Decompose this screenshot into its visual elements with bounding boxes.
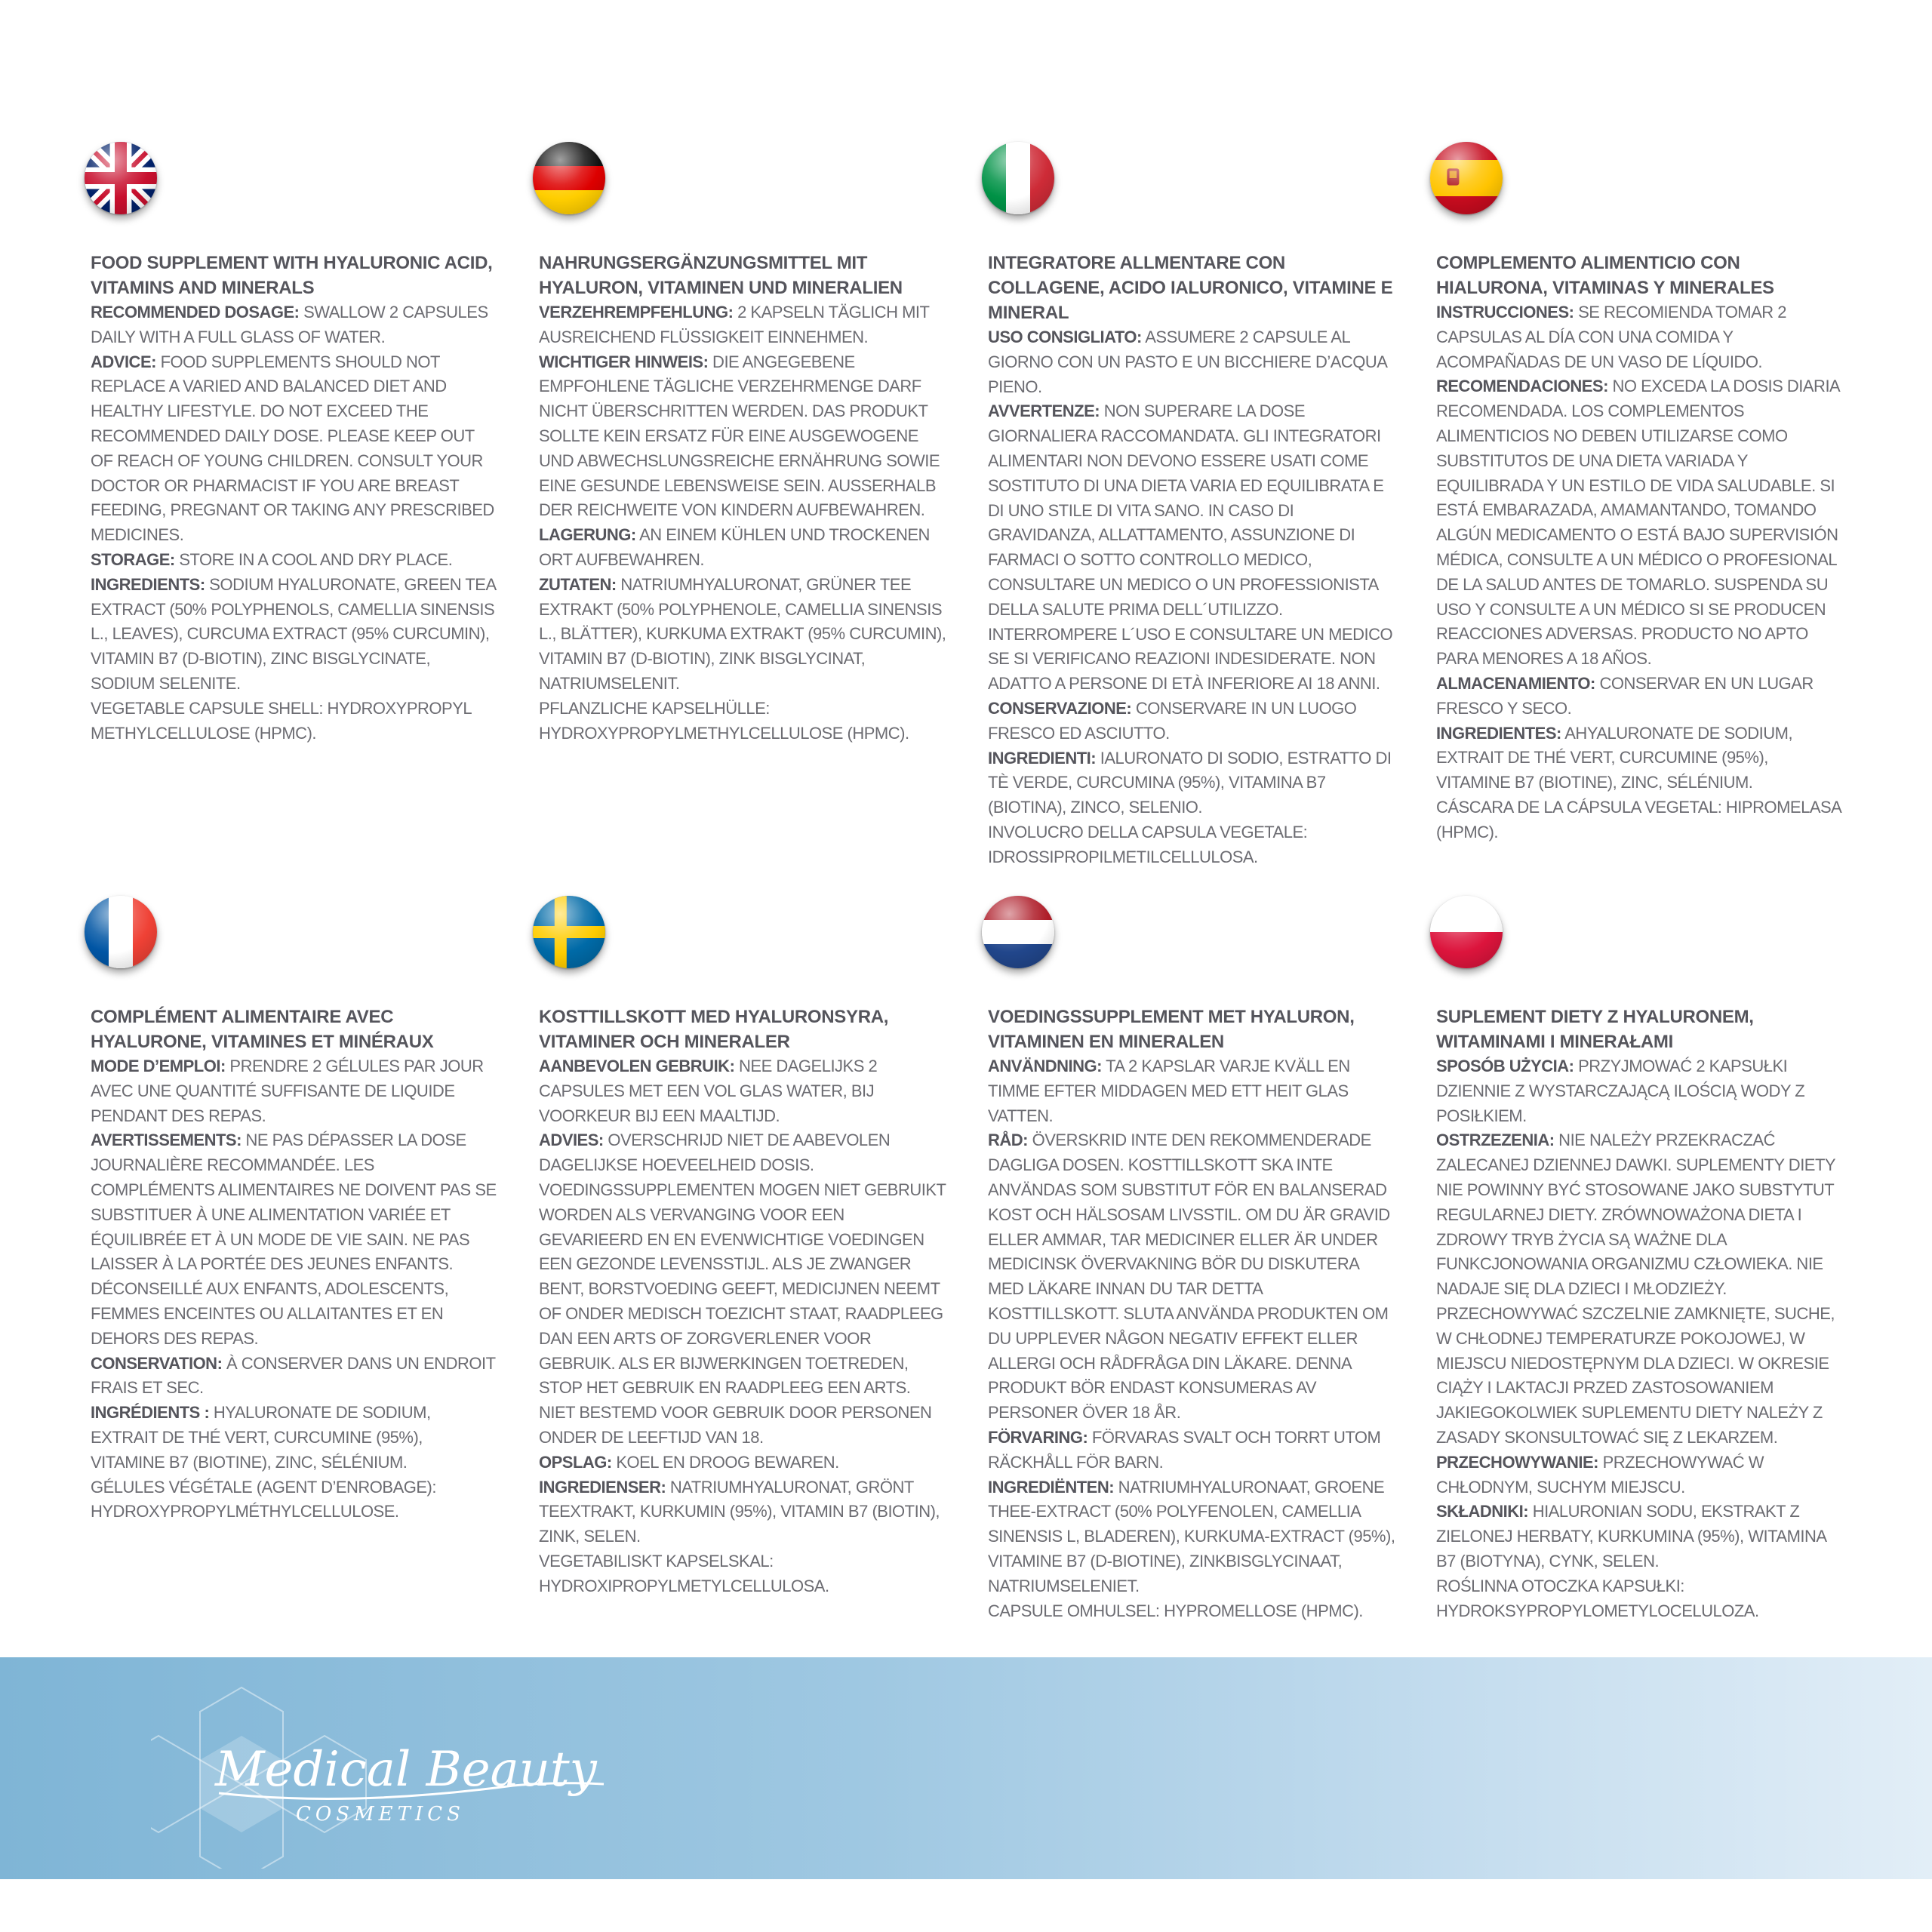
section-swedish [539, 896, 946, 1599]
ingredients-text: INGREDIENTES: AHYALURONATE DE SODIUM, EXTRAIT DE THÉ VERT, CURCUMINE (95%), VITAMINE B7 (BIOTINE), ZINC, SÉLÉNIUM. [1436, 723, 1793, 792]
storage-text: ALMACENAMIENTO: CONSERVAR EN UN LUGAR FRESCO Y SECO. [1436, 673, 1814, 718]
capsule-text: INVOLUCRO DELLA CAPSULA VEGETALE: IDROSSIPROPILMETILCELLULOSA. [988, 822, 1308, 866]
section-dutch [988, 896, 1395, 1623]
storage-text: STORAGE: STORE IN A COOL AND DRY PLACE. [91, 549, 453, 569]
capsule-text: VEGETABLE CAPSULE SHELL: HYDROXYPROPYL METHYLCELLULOSE (HPMC). [91, 698, 472, 743]
italy-flag-icon [982, 142, 1054, 214]
brand-sub: COSMETICS [296, 1803, 465, 1826]
capsule-text: PFLANZLICHE KAPSELHÜLLE: HYDROXYPROPYLMETHYLCELLULOSE (HPMC). [539, 698, 909, 743]
dosage-text: ANVÄNDNING: TA 2 KAPSLAR VARJE KVÄLL EN TIMME EFTER MIDDAGEN MED ETT HEIT GLAS VATTEN. [988, 1057, 1350, 1125]
section-title: COMPLEMENTO ALIMENTICIO CON HIALURONA, VITAMINAS Y MINERALES [1436, 253, 1774, 298]
section-english [91, 142, 498, 746]
section-spanish [1436, 142, 1844, 845]
dosage-text: INSTRUCCIONES: SE RECOMIENDA TOMAR 2 CAPSULAS AL DÍA CON UNA COMIDA Y ACOMPAÑADAS DE UN VASO DE LÍQUIDO. [1436, 303, 1787, 371]
medical-beauty-logo [151, 1672, 619, 1869]
capsule-text: GÉLULES VÉGÉTALE (AGENT D’ENROBAGE): HYDROXYPROPYLMÉTHYLCELLULOSE. [91, 1477, 436, 1521]
section-italian [988, 142, 1395, 870]
section-title: INTEGRATORE ALLMENTARE CON COLLAGENE, ACIDO IALURONICO, VITAMINE E MINERAL [988, 253, 1393, 323]
section-title: SUPLEMENT DIETY Z HYALURONEM, WITAMINAMI I MINERAŁAMI [1436, 1007, 1754, 1052]
storage-text: CONSERVATION: À CONSERVER DANS UN ENDROIT FRAIS ET SEC. [91, 1353, 496, 1398]
ingredients-text: INGREDIENTI: IALURONATO DI SODIO, ESTRATTO DI TÈ VERDE, CURCUMINA (95%), VITAMINA B7 (BIOTINA), ZINCO, SELENIO. [988, 748, 1392, 817]
dosage-text: RECOMMENDED DOSAGE: SWALLOW 2 CAPSULES DAILY WITH A FULL GLASS OF WATER. [91, 303, 488, 346]
section-polish [1436, 896, 1844, 1623]
section-title: NAHRUNGSERGÄNZUNGSMITTEL MIT HYALURON, VITAMINEN UND MINERALIEN [539, 253, 903, 298]
ingredients-text: INGREDIENSER: NATRIUMHYALURONAT, GRÖNT TEEXTRAKT, KURKUMIN (95%), VITAMIN B7 (BIOTIN), ZINK, SELEN. [539, 1477, 940, 1546]
storage-text: CONSERVAZIONE: CONSERVARE IN UN LUOGO FRESCO ED ASCIUTTO. [988, 698, 1357, 743]
capsule-text: CÁSCARA DE LA CÁPSULA VEGETAL: HIPROMELASA (HPMC). [1436, 797, 1841, 841]
ingredients-text: INGREDIËNTEN: NATRIUMHYALURONAAT, GROENE THEE-EXTRACT (50% POLYFENOLEN, CAMELLIA SINENSIS L, BLADEREN), KURKUMA-EXTRACT (95%), VITAMINE B7 (D-BIOTINE), ZINKBISGLYCINAAT, NATRIUMSELENIET. [988, 1477, 1395, 1595]
storage-text: OPSLAG: KOEL EN DROOG BEWAREN. [539, 1452, 839, 1472]
poland-flag-icon [1430, 896, 1503, 968]
capsule-text: VEGETABILISKT KAPSELSKAL: HYDROXIPROPYLMETYLCELLULOSA. [539, 1551, 829, 1595]
advice-text: AVVERTENZE: NON SUPERARE LA DOSE GIORNALIERA RACCOMANDATA. GLI INTEGRATORI ALIMENTARI NON DEVONO ESSERE USATI COME SOSTITUTO DI UNA DIETA VARIA ED EQUILIBRATA E DI UNO STILE DI VITA SANO. IN CASO DI GRAVIDANZA, ALLATTAMENTO, ASSUNZIONE DI FARMACI O SOTTO CONTROLLO MEDICO, CONSULTARE UN MEDICO O UN PROFESSIONISTA DELLA SALUTE PRIMA DELL´UTILIZZO. INTERROMPERE L´USO E CONSULTARE UN MEDICO SE SI VERIFICANO REAZIONI INDESIDERATE. NON ADATTO A PERSONE DI ETÀ INFERIORE AI 18 ANNI. [988, 401, 1393, 694]
dosage-text: AANBEVOLEN GEBRUIK: NEE DAGELIJKS 2 CAPSULES MET EEN VOL GLAS WATER, BIJ VOORKEUR BIJ EEN MAALTIJD. [539, 1057, 878, 1125]
advice-text: AVERTISSEMENTS: NE PAS DÉPASSER LA DOSE JOURNALIÈRE RECOMMANDÉE. LES COMPLÉMENTS ALIMENTAIRES NE DOIVENT PAS SE SUBSTITUER À UNE ALIMENTATION VARIÉE ET ÉQUILIBRÉE ET À UN MODE DE VIE SAIN. NE PAS LAISSER À LA PORTÉE DES JEUNES ENFANTS. DÉCONSEILLÉ AUX ENFANTS, ADOLESCENTS, FEMMES ENCEINTES OU ALLAITANTES ET EN DEHORS DES REPAS. [91, 1131, 497, 1348]
ingredients-text: INGREDIENTS: SODIUM HYALURONATE, GREEN TEA EXTRACT (50% POLYPHENOLS, CAMELLIA SINENSIS L., LEAVES), CURCUMA EXTRACT (95% CURCUMIN), VITAMIN B7 (D-BIOTIN), ZINC BISGLYCINATE, SODIUM SELENITE. [91, 574, 496, 693]
germany-flag-icon [533, 142, 605, 214]
advice-text: ADVICE: FOOD SUPPLEMENTS SHOULD NOT REPLACE A VARIED AND BALANCED DIET AND HEALTHY LIFESTYLE. DO NOT EXCEED THE RECOMMENDED DAILY DOSE. PLEASE KEEP OUT OF REACH OF YOUNG CHILDREN. CONSULT YOUR DOCTOR OR PHARMACIST IF YOU ARE BREAST FEEDING, PREGNANT OR TAKING ANY PRESCRIBED MEDICINES. [91, 352, 494, 545]
dosage-text: MODE D’EMPLOI: PRENDRE 2 GÉLULES PAR JOUR AVEC UNE QUANTITÉ SUFFISANTE DE LIQUIDE PENDANT DES REPAS. [91, 1057, 484, 1125]
storage-text: FÖRVARING: FÖRVARAS SVALT OCH TORRT UTOM RÄCKHÅLL FÖR BARN. [988, 1427, 1381, 1472]
brand-script: Medical Beauty [215, 1742, 597, 1798]
section-title: FOOD SUPPLEMENT WITH HYALURONIC ACID, VITAMINS AND MINERALS [91, 253, 493, 298]
capsule-text: CAPSULE OMHULSEL: HYPROMELLOSE (HPMC). [988, 1601, 1363, 1620]
section-title: COMPLÉMENT ALIMENTAIRE AVEC HYALURONE, VITAMINES ET MINÉRAUX [91, 1007, 434, 1052]
section-title: KOSTTILLSKOTT MED HYALURONSYRA, VITAMINER OCH MINERALER [539, 1007, 889, 1052]
dosage-text: VERZEHREMPFEHLUNG: 2 KAPSELN TÄGLICH MIT AUSREICHEND FLÜSSIGKEIT EINNEHMEN. [539, 303, 930, 346]
france-flag-icon [85, 896, 157, 968]
uk-flag-icon [85, 142, 157, 214]
advice-text: WICHTIGER HINWEIS: DIE ANGEGEBENE EMPFOHLENE TÄGLICHE VERZEHRMENGE DARF NICHT ÜBERSCHRITTEN WERDEN. DAS PRODUKT SOLLTE KEIN ERSATZ FÜR EINE AUSGEWOGENE UND ABWECHSLUNGSREICHE ERNÄHRUNG SOWIE EINE GESUNDE LEBENSWEISE SEIN. AUSSERHALB DER REICHWEITE VON KINDERN AUFBEWAHREN. [539, 352, 940, 520]
spain-flag-icon [1430, 142, 1503, 214]
dosage-text: USO CONSIGLIATO: ASSUMERE 2 CAPSULE AL GIORNO CON UN PASTO E UN BICCHIERE D’ACQUA PIENO. [988, 328, 1387, 396]
section-german [539, 142, 946, 746]
ingredients-text: ZUTATEN: NATRIUMHYALURONAT, GRÜNER TEE EXTRAKT (50% POLYPHENOLE, CAMELLIA SINENSIS L., BLÄTTER), KURKUMA EXTRAKT (95% CURCUMIN), VITAMIN B7 (D-BIOTIN), ZINK BISGLYCINAT, NATRIUMSELENIT. [539, 574, 946, 693]
capsule-text: ROŚLINNA OTOCZKA KAPSUŁKI: HYDROKSYPROPYLOMETYLOCELULOZA. [1436, 1576, 1759, 1620]
storage-text: LAGERUNG: AN EINEM KÜHLEN UND TROCKENEN ORT AUFBEWAHREN. [539, 525, 930, 569]
sweden-flag-icon [533, 896, 605, 968]
ingredients-text: SKŁADNIKI: HIALURONIAN SODU, EKSTRAKT Z ZIELONEJ HERBATY, KURKUMINA (95%), WITAMINA B7 (BIOTYNA), CYNK, SELEN. [1436, 1502, 1826, 1571]
netherlands-flag-icon [982, 896, 1054, 968]
section-title: VOEDINGSSUPPLEMENT MET HYALURON, VITAMINEN EN MINERALEN [988, 1007, 1355, 1052]
ingredients-text: INGRÉDIENTS : HYALURONATE DE SODIUM, EXTRAIT DE THÉ VERT, CURCUMINE (95%), VITAMINE B7 (BIOTINE), ZINC, SÉLÉNIUM. [91, 1403, 431, 1472]
advice-text: ADVIES: OVERSCHRIJD NIET DE AABEVOLEN DAGELIJKSE HOEVEELHEID DOSIS. VOEDINGSSUPPLEMENTEN MOGEN NIET GEBRUIKT WORDEN ALS VERVANGING VOOR EEN GEVARIEERD EN EN EVENWICHTIGE VOEDINGEN EEN GEZONDE LEVENSSTIJL. ALS JE ZWANGER BENT, BORSTVOEDING GEEFT, MEDICIJNEN NEEMT OF ONDER MEDISCH TOEZICHT STAAT, RAADPLEEG DAN EEN ARTS OF ZORGVERLENER VOOR GEBRUIK. ALS ER BIJWERKINGEN TOETREDEN, STOP HET GEBRUIK EN RAADPLEEG EEN ARTS. NIET BESTEMD VOOR GEBRUIK DOOR PERSONEN ONDER DE LEEFTIJD VAN 18. [539, 1131, 946, 1447]
dosage-text: SPOSÓB UŻYCIA: PRZYJMOWAĆ 2 KAPSUŁKI DZIENNIE Z WYSTARCZAJĄCĄ ILOŚCIĄ WODY Z POSIŁKIEM. [1436, 1057, 1805, 1125]
section-french [91, 896, 498, 1524]
storage-text: PRZECHOWYWANIE: PRZECHOWYWAĆ W CHŁODNYM, SUCHYM MIEJSCU. [1436, 1452, 1764, 1497]
advice-text: RÅD: ÖVERSKRID INTE DEN REKOMMENDERADE DAGLIGA DOSEN. KOSTTILLSKOTT SKA INTE ANVÄNDAS SOM SUBSTITUT FÖR EN BALANSERAD KOST OCH HÄLSOSAM LIVSSTIL. OM DU ÄR GRAVID ELLER AMMAR, TAR MEDICINER ELLER ÄR UNDER MEDICINSK ÖVERVAKNING BÖR DU DISKUTERA MED LÄKARE INNAN DU TAR DETTA KOSTTILLSKOTT. SLUTA ANVÄNDA PRODUKTEN OM DU UPPLEVER NÅGON NEGATIV EFFEKT ELLER ALLERGI OCH RÅDFRÅGA DIN LÄKARE. DENNA PRODUKT BÖR ENDAST KONSUMERAS AV PERSONER ÖVER 18 ÅR. [988, 1131, 1390, 1423]
advice-text: OSTRZEZENIA: NIE NALEŻY PRZEKRACZAĆ ZALECANEJ DZIENNEJ DAWKI. SUPLEMENTY DIETY NIE POWINNY BYĆ STOSOWANE JAKO SUBSTYTUT REGULARNEJ DIETY. ZRÓWNOWAŻONA DIETA I ZDROWY TRYB ŻYCIA SĄ WAŻNE DLA FUNKCJONOWANIA ORGANIZMU CZŁOWIEKA. NIE NADAJE SIĘ DLA DZIECI I MŁODZIEŻY. PRZECHOWYWAĆ SZCZELNIE ZAMKNIĘTE, SUCHE, W CHŁODNEJ TEMPERATURZE POKOJOWEJ, W MIEJSCU NIEDOSTĘPNYM DLA DZIECI. W OKRESIE CIĄŻY I LAKTACJI PRZED ZASTOSOWANIEM JAKIEGOKOLWIEK SUPLEMENTU DIETY NALEŻY Z ZASADY SKONSULTOWAĆ SIĘ Z LEKARZEM. [1436, 1131, 1835, 1447]
advice-text: RECOMENDACIONES: NO EXCEDA LA DOSIS DIARIA RECOMENDADA. LOS COMPLEMENTOS ALIMENTICIOS NO DEBEN UTILIZARSE COMO SUBSTITUTOS DE UNA DIETA VARIADA Y EQUILIBRADA Y UN ESTILO DE VIDA SALUDABLE. SI ESTÁ EMBARAZADA, AMAMANTANDO, TOMANDO ALGÚN MEDICAMENTO O ESTÁ BAJO SUPERVISIÓN MÉDICA, CONSULTE A UN MÉDICO O PROFESIONAL DE LA SALUD ANTES DE TOMARLO. SUSPENDA SU USO Y CONSULTE A UN MÉDICO SI SE PRODUCEN REACCIONES ADVERSAS. PRODUCTO NO APTO PARA MENORES A 18 AÑOS. [1436, 377, 1840, 669]
